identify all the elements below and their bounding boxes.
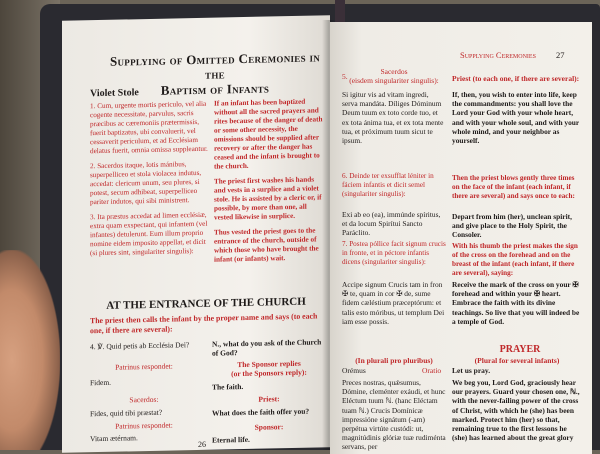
english-depart: Depart from him (her), unclean spirit, and give place to the Holy Spirit, the Consoler. bbox=[452, 212, 572, 240]
question-faith: What does the faith offer you? bbox=[212, 406, 310, 418]
latin-question-4: 4. ℣. Quid petis ab Ecclésia Dei? bbox=[90, 340, 190, 352]
patrinus-label-2: Patrinus respondet: bbox=[115, 420, 173, 431]
answer-fidem: Fidem. bbox=[90, 377, 112, 388]
oratio-label: Oratio bbox=[422, 366, 442, 375]
latin-paragraph-2: 2. Sacerdos itaque, lotis mánibus, superpelliceo et stola violacea indutus, accedat: clericum unum, seu plures, si potest, secum adhibeat, superpelliceo pariter indutos, qui sibi ministrent. bbox=[90, 160, 202, 207]
oremus-label: Orémus bbox=[342, 366, 366, 375]
english-paragraph-3: Thus vested the priest goes to the entrance of the church, outside of which those who have brought the infant (or infants) wait. bbox=[214, 226, 319, 264]
latin-exi: Exi ab eo (ea), immúnde spíritus, et da locum Spirítui Sancto Paráclito. bbox=[342, 210, 441, 238]
priest-label: Priest: bbox=[258, 394, 280, 404]
sponsor-label: Sponsor: bbox=[254, 422, 284, 432]
singulariter-note: (eisdem singulariter singulis): bbox=[349, 76, 439, 85]
latin-si-igitur bbox=[342, 90, 446, 145]
violet-stole-heading: Violet Stole bbox=[90, 87, 139, 100]
patrinus-label: Patrinus respondet: bbox=[115, 361, 173, 372]
running-header: Supplying Ceremonies bbox=[460, 50, 536, 60]
answer-faith: The faith. bbox=[212, 382, 244, 392]
english-rubric-blows: Then the priest blows gently three times on the face of the infant (each infant, if there are several) and says once to each: bbox=[452, 174, 575, 200]
sacerdos-label: Sacerdos: bbox=[129, 394, 159, 405]
item-5-number: 5. bbox=[342, 72, 348, 81]
prayer-heading: PRAYER bbox=[499, 344, 541, 355]
sponsor-replies-label bbox=[212, 358, 326, 378]
priest-rubric: Priest (to each one, if there are several): bbox=[452, 74, 580, 83]
plural-note: (Plural for several infants) bbox=[474, 356, 560, 365]
let-us-pray: Let us pray. bbox=[452, 366, 491, 375]
english-question-4: N., what do you ask of the Church of God? bbox=[212, 337, 322, 358]
english-we-beg: We beg you, Lord God, graciously hear our prayers. Guard your chosen one, ℕ., with the never-failing power of the cross of Christ, with which he (she) has been marked. Protect him (her) so that, remaining true to the first lessons he (she) has learned about the great glory bbox=[452, 378, 580, 443]
english-if-text: If, then, you wish to enter into life, keep the commandments: you shall love the Lord your God with your whole heart, and with your whole soul, and with your whole mind, and your neighbor as yourself. bbox=[452, 90, 580, 146]
rubric: The priest then calls the infant by the proper name and says (to each one, if there are several): bbox=[90, 311, 318, 335]
right-page bbox=[330, 22, 592, 454]
question-fides: Fides, quid tibi præstat? bbox=[90, 407, 163, 419]
sacerdos-heading: Sacerdos bbox=[380, 67, 408, 76]
english-if-then bbox=[452, 90, 582, 145]
english-paragraph-1: If an infant has been baptized without all the sacred prayers and rites because of the danger of death or some other necessity, the omissions should be supplied after recovery or after the danger has ceased and the infant is brought to the church. bbox=[214, 97, 323, 171]
english-receive: Receive the mark of the cross on your ✠ forehead and within your ✠ heart. Embrace the faith with its divine teachings. So live that you will indeed be a temple of God. bbox=[452, 280, 580, 326]
latin-paragraph-3: 3. Ita præstus accedat ad limen ecclésiæ, extra quam exspectant, qui infantem (vel infantes) detulerunt. Eum illum proprio nomine eidem imposito appellat, et dicit (si plures sint, singulariter singulis): bbox=[90, 210, 208, 258]
answer-eternal-life: Eternal life. bbox=[212, 434, 250, 445]
title-line-2: Baptism of Infants bbox=[160, 80, 270, 98]
sponsor-replies-line-2: (or the Sponsors reply): bbox=[231, 367, 307, 379]
english-column bbox=[214, 97, 326, 270]
latin-paragraph-1: 1. Cum, urgente mortis periculo, vel alia cogente necessitate, parvulus, sacris præcibus ac cæremoniis prætermissis, fuerit baptizatus, ubi convaluerit, vel cessaverit periculum, et ad Ecclésiam delatus fuerit, omnia omissa suppleantur. bbox=[90, 99, 208, 156]
latin-accipe: Accipe signum Crucis tam in fron ✠ te, quam in cor ✠ de, sume fidem cæléstium præceptórum: et talis esto móribus, ut templum Dei iam esse possis. bbox=[342, 280, 445, 326]
latin-preces: Preces nostras, quǽsumus, Dómine, cleménter exáudi, et hunc Eléctum tuum ℕ. (hanc Eléctam tuam ℕ.) Crucis Domínicæ impressióne signátum (-am) perpétua virtúte custódi: ut, magnitúdinis glóriæ tuæ rudiménta servans, per bbox=[342, 378, 446, 452]
left-page bbox=[62, 15, 330, 453]
latin-column bbox=[90, 100, 208, 264]
title-line-1: Supplying of Omitted Ceremonies in the bbox=[109, 49, 321, 82]
page-number-right: 27 bbox=[556, 50, 565, 60]
thumb-holding-book bbox=[0, 250, 60, 450]
english-rubric-thumb: With his thumb the priest makes the sign of the cross on the forehead and on the breast of the infant (each infant, if there are several), saying: bbox=[452, 242, 578, 277]
answer-vitam: Vitam ætérnam. bbox=[90, 433, 138, 444]
latin-rubric-7: 7. Postea póllice facit signum crucis in fronte, et in péctore infantis dicens (singulariter singulis): bbox=[342, 240, 446, 266]
latin-rubric-6: 6. Deinde ter exsufflat léniter in fáciem infantis et dicit semel (singulariter singulis): bbox=[342, 172, 434, 198]
in-plurali-note: (In plurali pro pluribus) bbox=[355, 356, 433, 365]
sponsor-replies-line-1: The Sponsor replies bbox=[237, 358, 301, 370]
page-number-left: 26 bbox=[198, 439, 206, 449]
latin-si-text: Si igitur vis ad vitam ingredi, serva mandáta. Díliges Dóminum Deum tuum ex toto corde tuo, et ex tota ánima tua, et ex tota mente tua, et próximum tuum sicut te ipsum. bbox=[342, 90, 444, 146]
english-paragraph-2: The priest first washes his hands and vests in a surplice and a violet stole. He is assisted by a cleric or, if possible, by more than one, all vested likewise in surplice. bbox=[214, 175, 322, 222]
entrance-heading: AT THE ENTRANCE OF THE CHURCH bbox=[106, 295, 306, 312]
